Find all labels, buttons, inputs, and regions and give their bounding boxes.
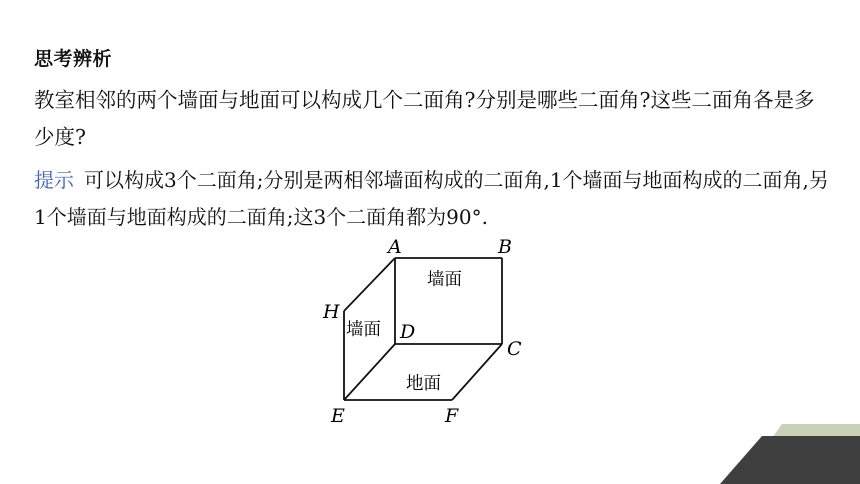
hint-text: 可以构成3个二面角;分别是两相邻墙面构成的二面角,1个墙面与地面构成的二面角,另1个墙面与地面构成的二面角;这3个二面角都为90°. — [34, 168, 829, 229]
point-label-h: H — [323, 301, 340, 323]
corner-decoration — [720, 424, 860, 484]
heading: 思考辨析 — [34, 48, 113, 70]
hint-paragraph — [34, 162, 834, 236]
point-label-c: C — [507, 338, 522, 360]
edge-ah — [344, 258, 395, 311]
point-label-a: A — [388, 238, 402, 258]
face-label-floor: 地面 — [406, 374, 441, 394]
edge-fc — [452, 344, 502, 400]
hint-label: 提示 — [34, 168, 74, 192]
point-label-e: E — [331, 405, 345, 427]
point-label-d: D — [400, 321, 416, 343]
face-label-back-wall: 墙面 — [427, 270, 462, 290]
edge-de — [344, 344, 395, 400]
question-text: 教室相邻的两个墙面与地面可以构成几个二面角?分别是哪些二面角?这些二面角各是多少度? — [34, 88, 815, 149]
face-label-side-wall: 墙面 — [346, 320, 381, 340]
dihedral-angle-figure — [315, 238, 545, 430]
point-label-f: F — [445, 405, 459, 427]
corner-dark-band — [720, 436, 860, 484]
point-label-b: B — [498, 238, 512, 258]
corner-light-band — [772, 424, 860, 438]
